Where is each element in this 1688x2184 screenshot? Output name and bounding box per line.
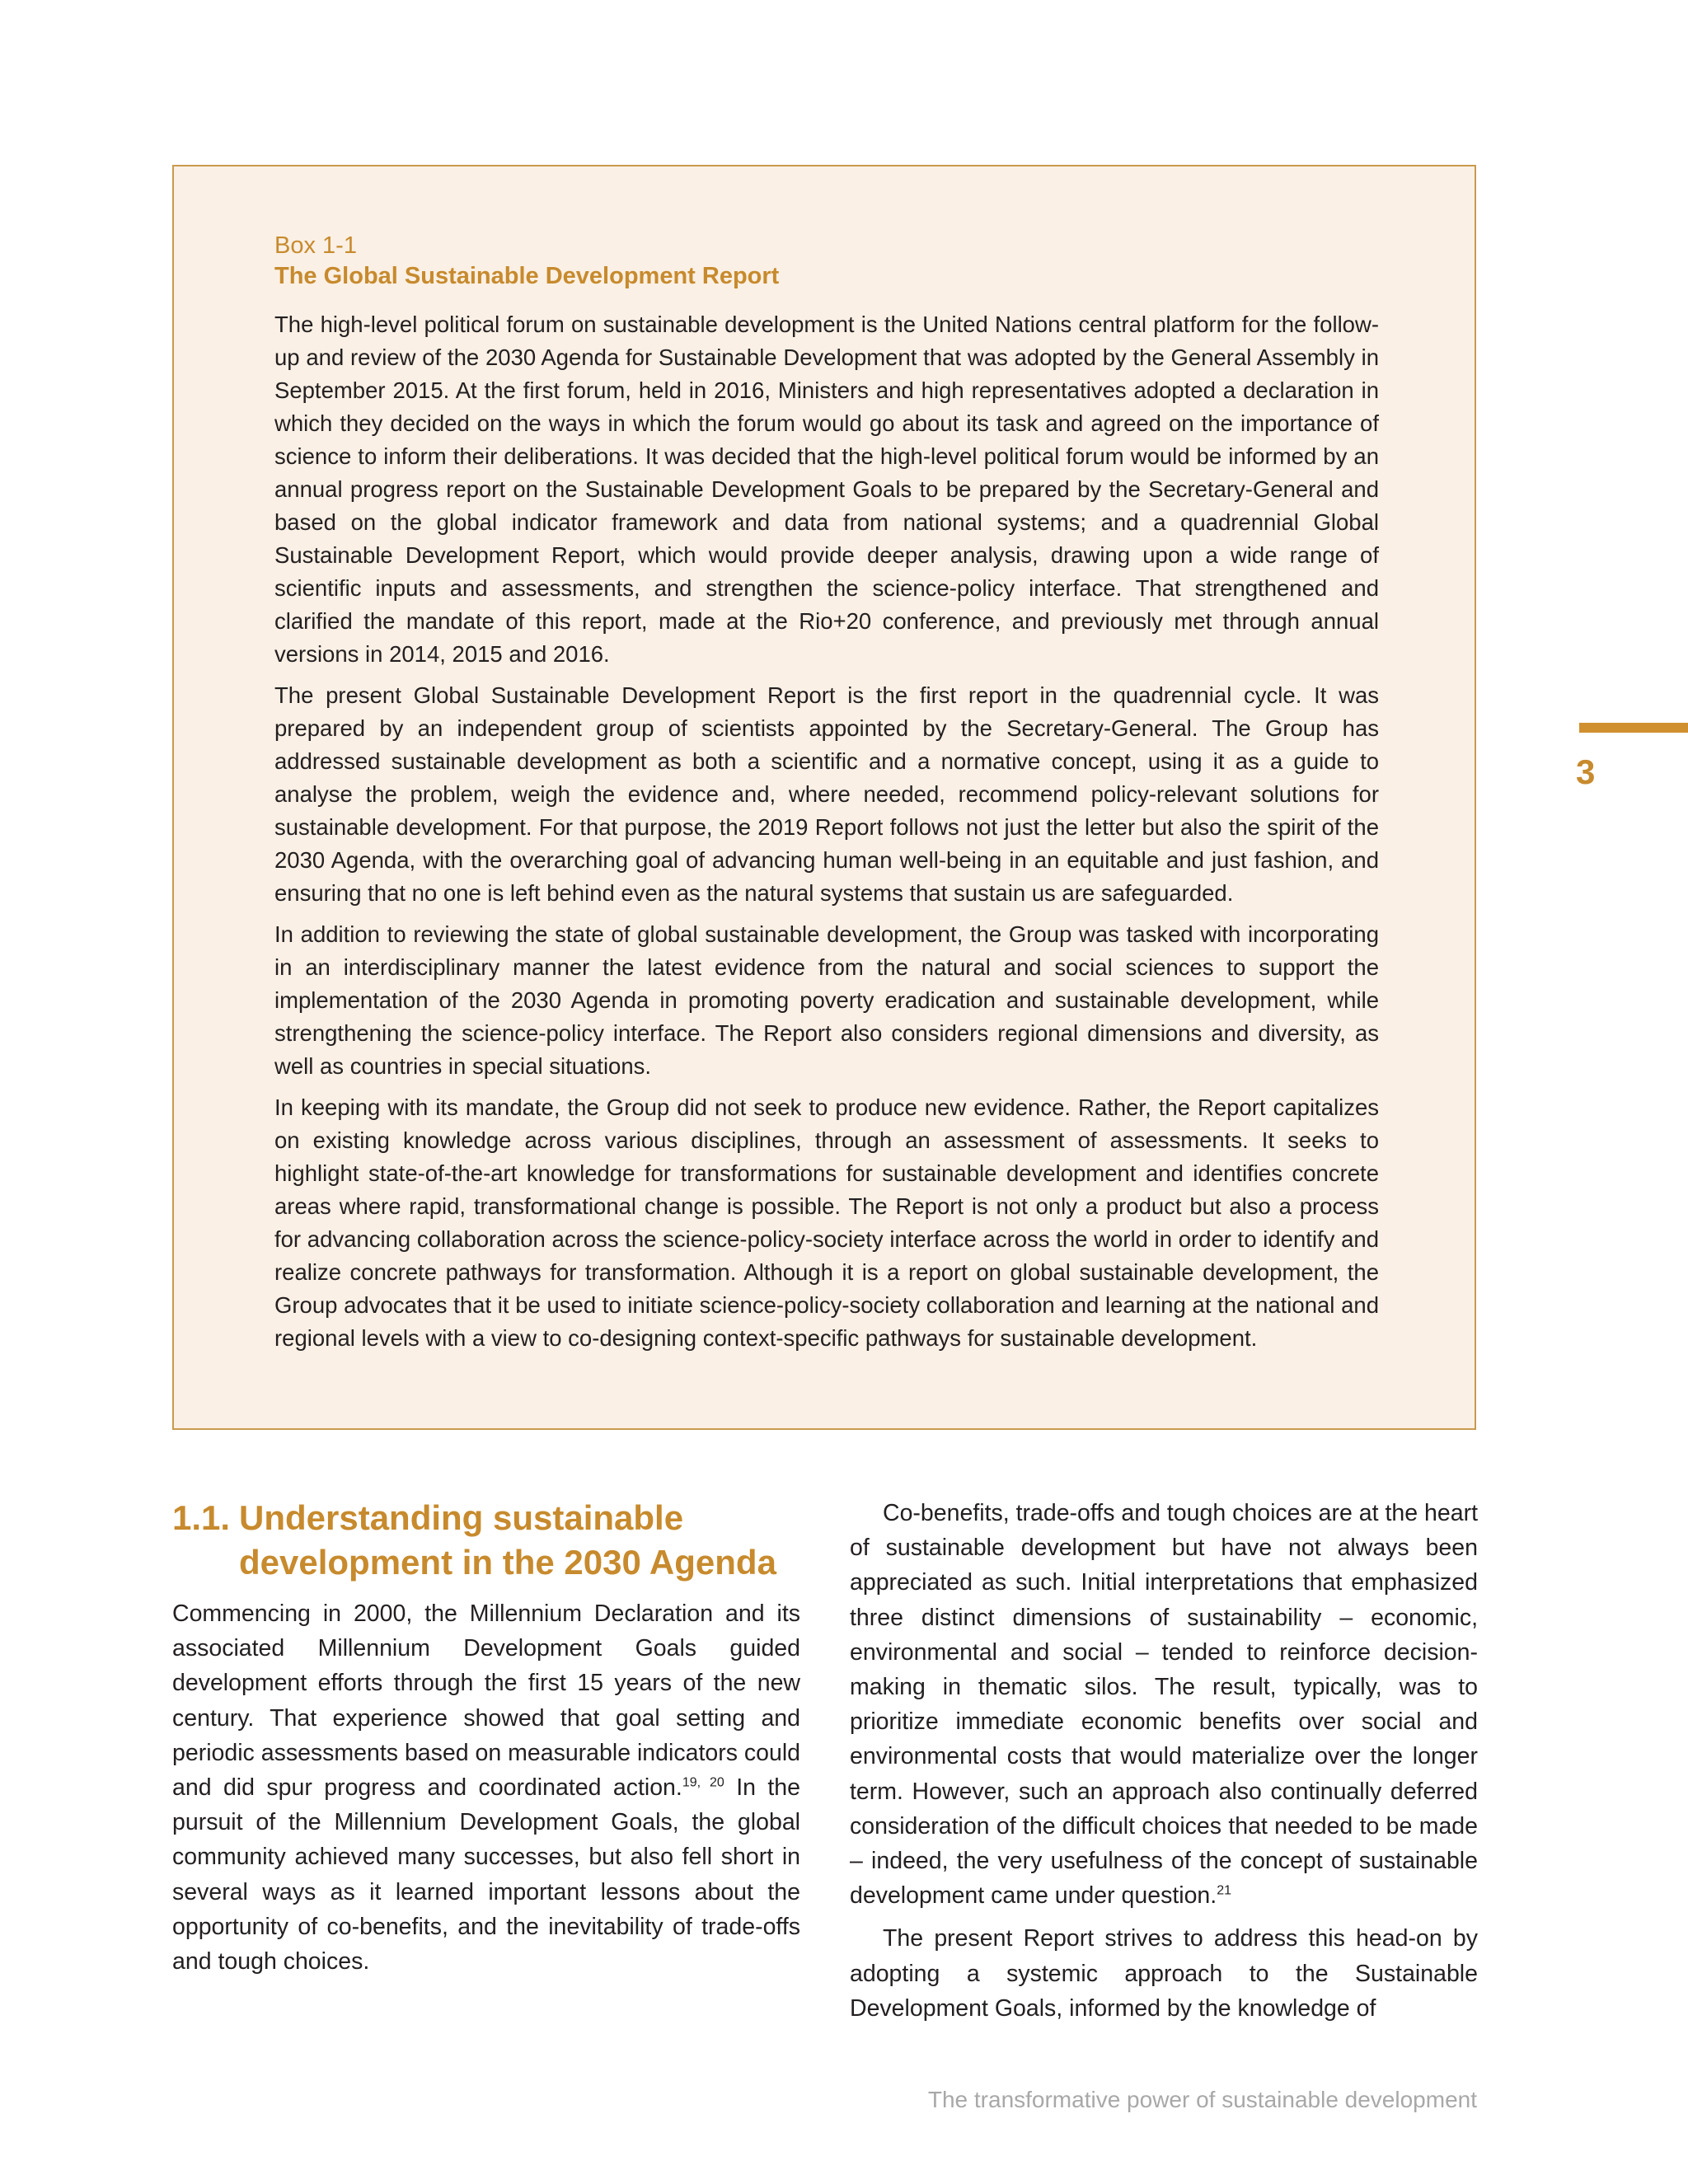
- running-footer: The transformative power of sustainable development: [927, 2087, 1477, 2112]
- footnote-ref: 19, 20: [682, 1775, 724, 1790]
- body-text: In the pursuit of the Millennium Development Goals, the global community achieved many successes, but also fell short in several ways as it learned important lessons about the opportunity of co-benefits, and the inevitability of trade-offs and tough choices.: [172, 1774, 800, 1975]
- chapter-tab-number: 3: [1576, 752, 1596, 791]
- box-paragraph: The present Global Sustainable Development Report is the first report in the quadrennial cycle. It was prepared by an independent group of scientists appointed by the Secretary-General. The Group has addressed sustainable development as both a scientific and a normative concept, using it as a guide to analyse the problem, weigh the evidence and, where needed, recommend policy-relevant solutions for sustainable development. For that purpose, the 2019 Report follows not just the letter but also the spirit of the 2030 Agenda, with the overarching goal of advancing human well-being in an equitable and just fashion, and ensuring that no one is left behind even as the natural systems that sustain us are safeguarded.: [274, 682, 1379, 906]
- body-paragraph: [850, 1496, 1478, 1913]
- box-title: The Global Sustainable Development Report: [274, 263, 780, 289]
- section-heading: [172, 1496, 800, 1585]
- body-paragraph: The present Report strives to address this head-on by adopting a systemic approach to the Sustainable Development Goals, informed by the knowledge of: [850, 1925, 1478, 2022]
- section-title: Understanding sustainable development in the 2030 Agenda: [239, 1498, 776, 1582]
- right-column: [850, 1496, 1478, 2034]
- body-text: Commencing in 2000, the Millennium Declaration and its associated Millennium Development Goals guided development efforts through the first 15 years of the new century. That experience showed that goal setting and periodic assessments based on measurable indicators could and did spur progress and coordinated action.: [172, 1601, 800, 1802]
- box-label: Box 1-1: [274, 232, 357, 259]
- box-paragraph: The high-level political forum on sustainable development is the United Nations central platform for the follow-up and review of the 2030 Agenda for Sustainable Development that was adopted by the General Assembly in September 2015. At the first forum, held in 2016, Ministers and high representatives adopted a declaration in which they decided on the ways in which the forum would go about its task and agreed on the importance of science to inform their deliberations. It was decided that the high-level political forum would be informed by an annual progress report on the Sustainable Development Goals to be prepared by the Secretary-General and based on the global indicator framework and data from national systems; and a quadrennial Global Sustainable Development Report, which would provide deeper analysis, drawing upon a wide range of scientific inputs and assessments, and strengthen the science-policy interface. That strengthened and clarified the mandate of this report, made at the Rio+20 conference, and previously met through annual versions in 2014, 2015 and 2016.: [274, 312, 1379, 667]
- footnote-ref: 21: [1217, 1883, 1231, 1898]
- left-column: [172, 1496, 800, 1987]
- box-content: [274, 231, 1379, 1363]
- box-1-1: [172, 165, 1476, 1430]
- chapter-tab-bar: [1579, 723, 1688, 733]
- box-paragraph: In keeping with its mandate, the Group did not seek to produce new evidence. Rather, the Report capitalizes on existing knowledge across various disciplines, through an assessment of assessments. It seeks to highlight state-of-the-art knowledge for transformations for sustainable development and identifies concrete areas where rapid, transformational change is possible. The Report is not only a product but also a process for advancing collaboration across the science-policy-society interface across the world in order to identify and realize concrete pathways for transformation. Although it is a report on global sustainable development, the Group advocates that it be used to initiate science-policy-society collaboration and learning at the national and regional levels with a view to co-designing context-specific pathways for sustainable development.: [274, 1094, 1379, 1351]
- box-paragraph: In addition to reviewing the state of global sustainable development, the Group was tasked with incorporating in an interdisciplinary manner the latest evidence from the natural and social sciences to support the implementation of the 2030 Agenda in promoting poverty eradication and sustainable development, while strengthening the science-policy interface. The Report also considers regional dimensions and diversity, as well as countries in special situations.: [274, 921, 1379, 1079]
- section-number: 1.1.: [172, 1498, 231, 1537]
- body-text: Co-benefits, trade-offs and tough choices are at the heart of sustainable development but have not always been appreciated as such. Initial interpretations that emphasized three distinct dimensions of sustainability – economic, environmental and social – tended to reinforce decision-making in thematic silos. The result, typically, was to prioritize immediate economic benefits over social and environmental costs that would materialize over the longer term. However, such an approach also continually deferred consideration of the difficult choices that needed to be made – indeed, the very usefulness of the concept of sustainable development came under question.: [850, 1500, 1478, 1910]
- body-paragraph: [172, 1596, 800, 1979]
